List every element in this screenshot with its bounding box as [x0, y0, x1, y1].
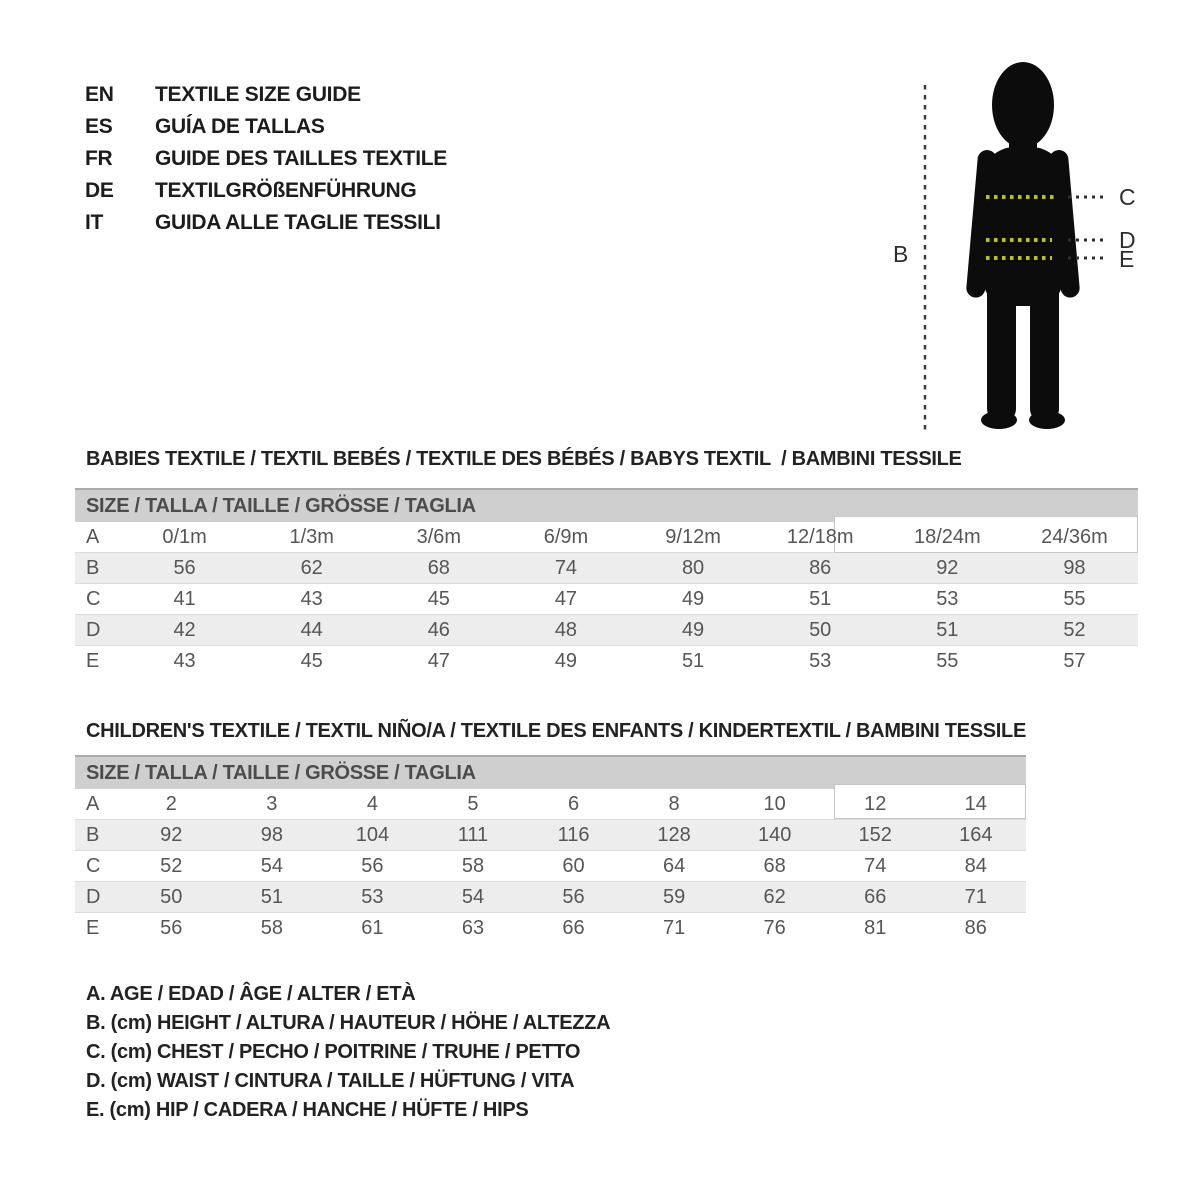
row-label: E [86, 650, 100, 672]
language-code: EN [85, 83, 114, 106]
size-cell: 43 [300, 588, 323, 610]
children-size-table [75, 755, 1026, 944]
size-cell: 92 [936, 557, 959, 579]
waist-label: D [1119, 227, 1136, 253]
size-cell: 51 [936, 619, 959, 641]
size-cell: 152 [858, 824, 892, 846]
size-cell: 68 [763, 855, 786, 877]
table-row [75, 553, 1138, 584]
size-cell: 71 [964, 886, 987, 908]
size-cell: 9/12m [665, 526, 721, 548]
table-row [75, 615, 1138, 646]
size-cell: 61 [361, 917, 384, 939]
legend-line: A. AGE / EDAD / ÂGE / ALTER / ETÀ [86, 983, 416, 1005]
legend-line: B. (cm) HEIGHT / ALTURA / HAUTEUR / HÖHE / ALTEZZA [86, 1012, 611, 1034]
size-cell: 8 [668, 793, 680, 815]
size-cell: 81 [864, 917, 887, 939]
table-header-label: SIZE / TALLA / TAILLE / GRÖSSE / TAGLIA [86, 762, 476, 784]
height-label: B [893, 241, 909, 267]
size-cell: 56 [160, 917, 183, 939]
size-cell: 43 [173, 650, 196, 672]
size-cell: 10 [763, 793, 786, 815]
size-cell: 51 [260, 886, 283, 908]
size-cell: 2 [165, 793, 177, 815]
size-cell: 56 [173, 557, 196, 579]
table-row [75, 584, 1138, 615]
size-cell: 50 [160, 886, 183, 908]
size-cell: 58 [461, 855, 485, 877]
size-cell: 55 [1063, 588, 1086, 610]
size-cell: 140 [757, 824, 792, 846]
size-cell: 80 [681, 557, 705, 579]
size-cell: 49 [681, 588, 705, 610]
size-cell: 57 [1063, 650, 1086, 672]
size-cell: 14 [964, 793, 987, 815]
size-cell: 64 [662, 855, 686, 877]
size-cell: 50 [809, 619, 832, 641]
size-cell: 63 [461, 917, 485, 939]
row-label: C [86, 855, 101, 877]
size-cell: 12/18m [786, 526, 854, 548]
size-cell: 42 [173, 619, 196, 641]
size-cell: 41 [173, 588, 196, 610]
size-cell: 62 [763, 886, 786, 908]
size-cell: 62 [300, 557, 323, 579]
children-table-body [75, 789, 1026, 944]
size-cell: 6 [567, 793, 580, 815]
size-cell: 44 [300, 619, 323, 641]
size-cell: 74 [864, 855, 887, 877]
size-cell: 56 [361, 855, 384, 877]
row-label: E [86, 917, 100, 939]
size-cell: 45 [300, 650, 323, 672]
row-label: A [86, 793, 100, 815]
size-cell: 164 [959, 824, 993, 846]
size-cell: 47 [554, 588, 578, 610]
size-cell: 45 [427, 588, 450, 610]
language-code: IT [85, 211, 104, 234]
size-cell: 53 [809, 650, 832, 672]
legend-line: E. (cm) HIP / CADERA / HANCHE / HÜFTE / HIPS [86, 1099, 529, 1121]
row-label: C [86, 588, 101, 610]
measurement-legend [86, 980, 610, 1125]
table-row [75, 646, 1138, 677]
language-row [85, 79, 447, 111]
size-cell: 49 [681, 619, 705, 641]
size-cell: 98 [1063, 557, 1086, 579]
babies-section-title: BABIES TEXTILE / TEXTIL BEBÉS / TEXTILE DES BÉBÉS / BABYS TEXTIL / BAMBINI TESSILE [86, 448, 962, 470]
size-cell: 58 [260, 917, 283, 939]
size-cell: 12 [864, 793, 887, 815]
size-cell: 86 [809, 557, 832, 579]
table-header-label: SIZE / TALLA / TAILLE / GRÖSSE / TAGLIA [86, 495, 476, 517]
row-label: D [86, 619, 101, 641]
size-cell: 56 [562, 886, 585, 908]
language-code: FR [85, 147, 113, 170]
legend-line: D. (cm) WAIST / CINTURA / TAILLE / HÜFTUNG / VITA [86, 1070, 575, 1092]
language-title: GUIDA ALLE TAGLIE TESSILI [155, 211, 441, 234]
size-cell: 53 [361, 886, 384, 908]
language-title: GUÍA DE TALLAS [155, 115, 325, 138]
size-cell: 66 [864, 886, 887, 908]
row-label: B [86, 824, 100, 846]
size-cell: 47 [427, 650, 450, 672]
size-cell: 52 [160, 855, 183, 877]
size-cell: 76 [763, 917, 786, 939]
size-cell: 98 [260, 824, 283, 846]
table-row [75, 820, 1026, 851]
size-cell: 52 [1063, 619, 1086, 641]
size-cell: 51 [681, 650, 705, 672]
size-cell: 111 [457, 824, 489, 846]
size-cell: 59 [662, 886, 686, 908]
size-cell: 92 [160, 824, 183, 846]
language-row [85, 175, 447, 207]
size-cell: 84 [964, 855, 987, 877]
row-label: B [86, 557, 100, 579]
size-cell: 68 [427, 557, 450, 579]
size-cell: 0/1m [162, 526, 207, 548]
size-cell: 116 [557, 824, 590, 846]
size-cell: 54 [260, 855, 283, 877]
language-row [85, 207, 447, 239]
chest-label: C [1119, 184, 1136, 210]
size-cell: 51 [809, 588, 832, 610]
language-title: TEXTILE SIZE GUIDE [155, 83, 361, 106]
size-cell: 49 [554, 650, 578, 672]
size-cell: 60 [562, 855, 585, 877]
size-cell: 128 [657, 824, 691, 846]
size-cell: 3/6m [416, 526, 462, 548]
language-code: ES [85, 115, 113, 138]
language-row [85, 111, 447, 143]
size-cell: 5 [467, 793, 479, 815]
language-title: GUIDE DES TAILLES TEXTILE [155, 147, 447, 170]
size-cell: 54 [461, 886, 485, 908]
row-label: A [86, 526, 100, 548]
size-cell: 3 [266, 793, 278, 815]
language-title: TEXTILGRÖßENFÜHRUNG [155, 179, 417, 202]
babies-table-body [75, 522, 1138, 677]
children-section-title: CHILDREN'S TEXTILE / TEXTIL NIÑO/A / TEXTILE DES ENFANTS / KINDERTEXTIL / BAMBINI TESSILE [86, 720, 1026, 742]
size-cell: 66 [562, 917, 585, 939]
legend-line: C. (cm) CHEST / PECHO / POITRINE / TRUHE / PETTO [86, 1041, 581, 1063]
size-cell: 46 [427, 619, 450, 641]
size-cell: 74 [554, 557, 578, 579]
language-list [85, 79, 447, 239]
babies-size-table [75, 488, 1138, 677]
size-cell: 18/24m [913, 526, 981, 548]
size-cell: 104 [355, 824, 390, 846]
size-cell: 71 [662, 917, 686, 939]
size-cell: 6/9m [543, 526, 589, 548]
size-cell: 4 [366, 793, 378, 815]
table-row [75, 522, 1138, 553]
size-cell: 24/36m [1041, 526, 1108, 548]
table-row [75, 789, 1026, 820]
size-cell: 53 [936, 588, 959, 610]
child-silhouette-icon [966, 62, 1081, 429]
size-cell: 1/3m [289, 526, 334, 548]
size-cell: 55 [936, 650, 959, 672]
table-row [75, 882, 1026, 913]
row-label: D [86, 886, 101, 908]
size-cell: 48 [554, 619, 578, 641]
size-guide-figure [880, 50, 1170, 445]
table-row [75, 913, 1026, 944]
language-row [85, 143, 447, 175]
hip-label: E [1119, 246, 1135, 272]
language-code: DE [85, 179, 114, 202]
size-cell: 86 [964, 917, 987, 939]
table-row [75, 851, 1026, 882]
